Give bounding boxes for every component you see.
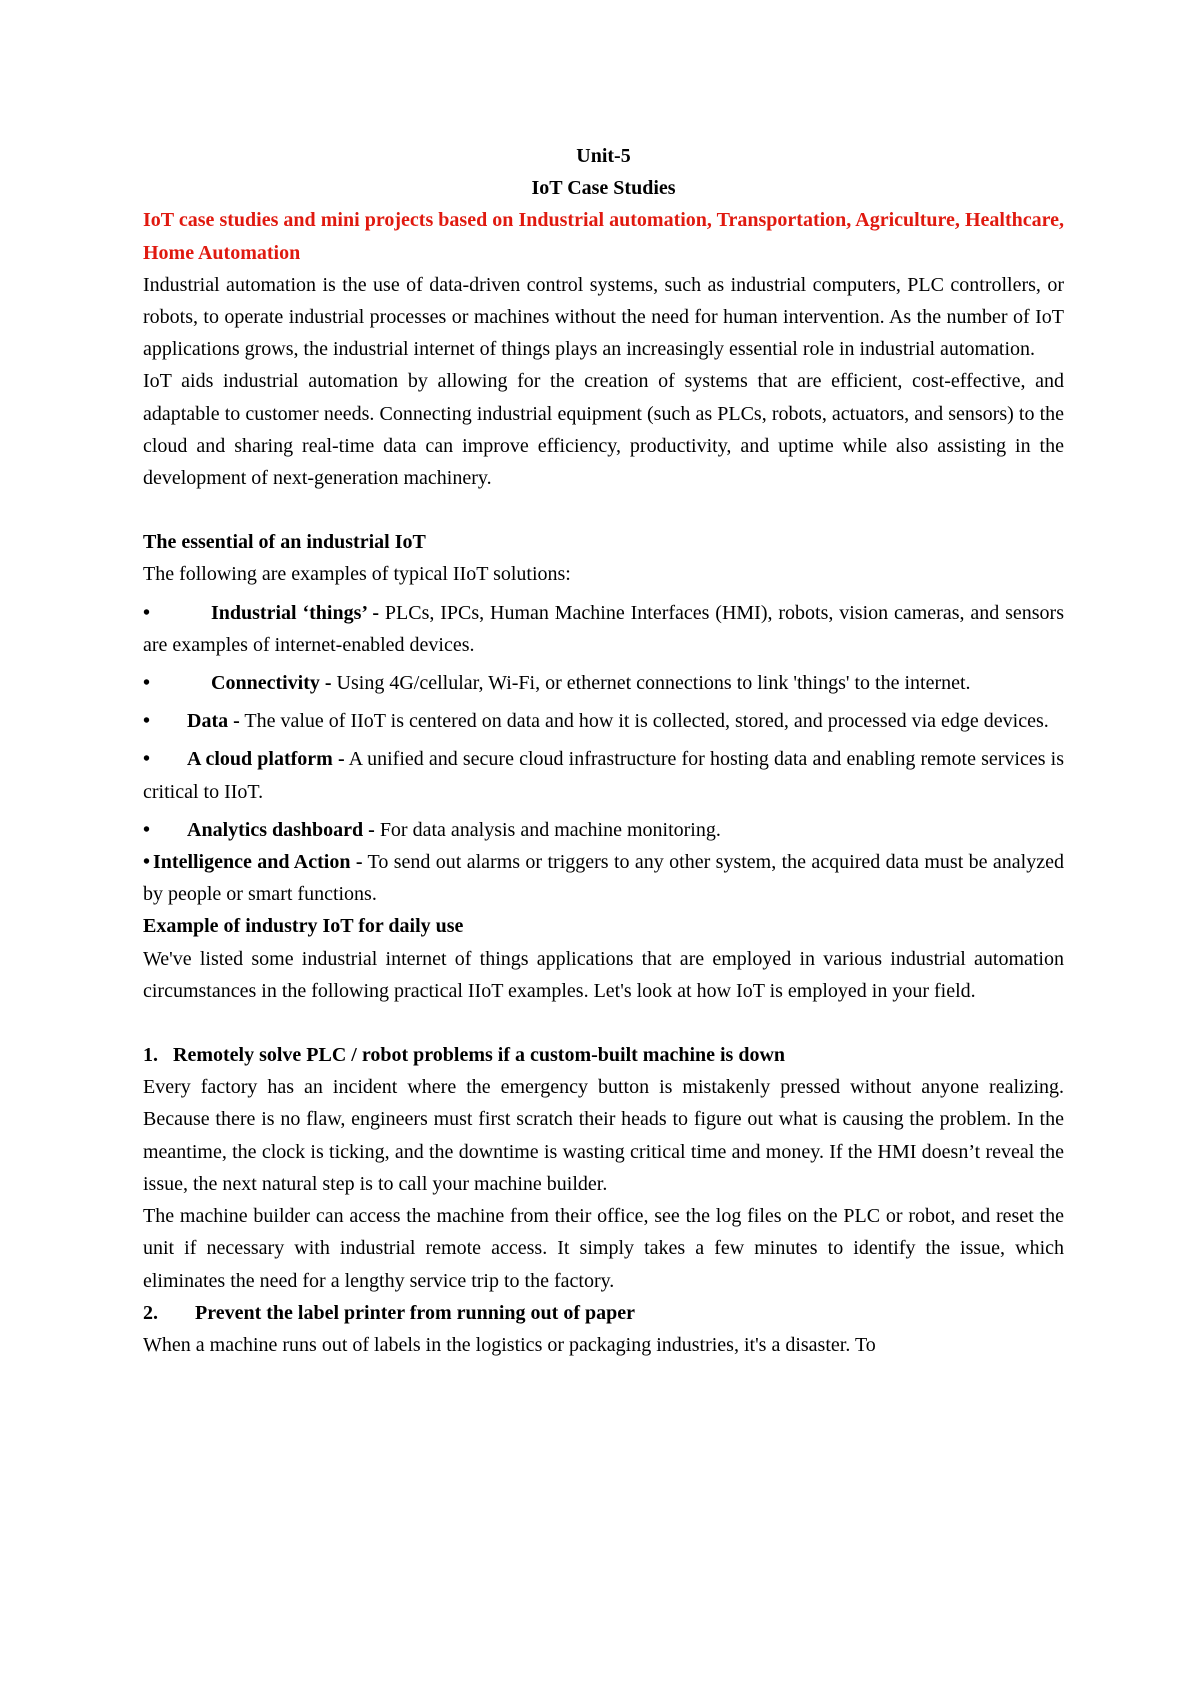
bullet-icon: • xyxy=(143,818,151,841)
item-heading: Prevent the label printer from running out of paper xyxy=(195,1301,635,1324)
bullet-item xyxy=(143,846,1064,910)
item2-paragraph-1: When a machine runs out of labels in the logistics or packaging industries, it's a disaster. To xyxy=(143,1333,876,1356)
bullet-term: Data - xyxy=(187,710,240,733)
bullet-icon: • xyxy=(143,601,151,624)
bullet-icon: • xyxy=(143,748,151,771)
bullet-text: The value of IIoT is centered on data and how it is collected, stored, and processed via edge devices. xyxy=(239,710,1049,733)
bullet-text: PLCs, IPCs, Human Machine Interfaces (HMI), robots, vision cameras, and sensors are examples of internet-enabled devices. xyxy=(143,601,1065,656)
section-intro: The following are examples of typical IIoT solutions: xyxy=(143,563,571,586)
bullet-item xyxy=(143,705,1064,737)
bullet-text: To send out alarms or triggers to any other system, the acquired data must be analyzed by people or smart functions. xyxy=(143,851,1064,906)
bullet-item xyxy=(143,667,1064,699)
bullet-term: Analytics dashboard - xyxy=(187,818,375,841)
bullet-item xyxy=(143,597,1064,661)
bullet-term: A cloud platform - xyxy=(187,748,345,771)
spacer xyxy=(143,1007,1064,1039)
item-number: 2. xyxy=(143,1301,158,1324)
red-section-heading: IoT case studies and mini projects based on Industrial automation, Transportation, Agriculture, Healthcare, Home Automation xyxy=(143,209,1064,264)
item1-paragraph-2: The machine builder can access the machine from their office, see the log files on the PLC or robot, and reset the unit if necessary with industrial remote access. It simply takes a few minutes to identify the issue, which eliminates the need for a lengthy service trip to the factory. xyxy=(143,1205,1064,1292)
item-heading: Remotely solve PLC / robot problems if a custom-built machine is down xyxy=(173,1044,786,1067)
item1-paragraph-1: Every factory has an incident where the emergency button is mistakenly pressed without anyone realizing. Because there is no flaw, engineers must first scratch their heads to figure out what is causing the problem. In the meantime, the clock is ticking, and the downtime is wasting critical time and money. If the HMI doesn’t reveal the issue, the next natural step is to call your machine builder. xyxy=(143,1076,1064,1195)
page-subtitle: IoT Case Studies xyxy=(531,177,676,200)
bullet-term: Industrial ‘things’ - xyxy=(211,601,380,624)
bullet-item xyxy=(143,814,1064,846)
section-heading-essentials: The essential of an industrial IoT xyxy=(143,531,426,554)
bullet-icon: • xyxy=(143,672,151,695)
bullet-text: A unified and secure cloud infrastructure for hosting data and enabling remote services is critical to IIoT. xyxy=(143,748,1064,803)
bullet-icon: • xyxy=(143,851,151,874)
unit-title: Unit-5 xyxy=(576,145,631,167)
bullet-term: Intelligence and Action - xyxy=(153,851,363,874)
bullet-icon: • xyxy=(143,710,151,733)
spacer xyxy=(143,494,1064,526)
bullet-term: Connectivity - xyxy=(211,672,332,695)
bullet-item xyxy=(143,743,1064,807)
examples-paragraph: We've listed some industrial internet of things applications that are employed in various industrial automation circumstances in the following practical IIoT examples. Let's look at how IoT is employed in your field. xyxy=(143,947,1064,1002)
bullet-text: For data analysis and machine monitoring. xyxy=(374,818,721,841)
bullet-text: Using 4G/cellular, Wi-Fi, or ethernet connections to link 'things' to the internet. xyxy=(331,672,971,695)
intro-paragraph-1: Industrial automation is the use of data-driven control systems, such as industrial computers, PLC controllers, or robots, to operate industrial processes or machines without the need for human intervention. As the number of IoT applications grows, the industrial internet of things plays an increasingly essential role in industrial automation. xyxy=(143,273,1064,361)
numbered-heading-1 xyxy=(143,1039,1064,1071)
item-number: 1. xyxy=(143,1044,158,1067)
numbered-heading-2 xyxy=(143,1297,1064,1329)
intro-paragraph-2: IoT aids industrial automation by allowing for the creation of systems that are efficient, cost-effective, and adaptable to customer needs. Connecting industrial equipment (such as PLCs, robots, actuators, and sensors) to the cloud and sharing real-time data can improve efficiency, productivity, and uptime while also assisting in the development of next-generation machinery. xyxy=(143,370,1064,490)
section-heading-examples: Example of industry IoT for daily use xyxy=(143,915,464,938)
